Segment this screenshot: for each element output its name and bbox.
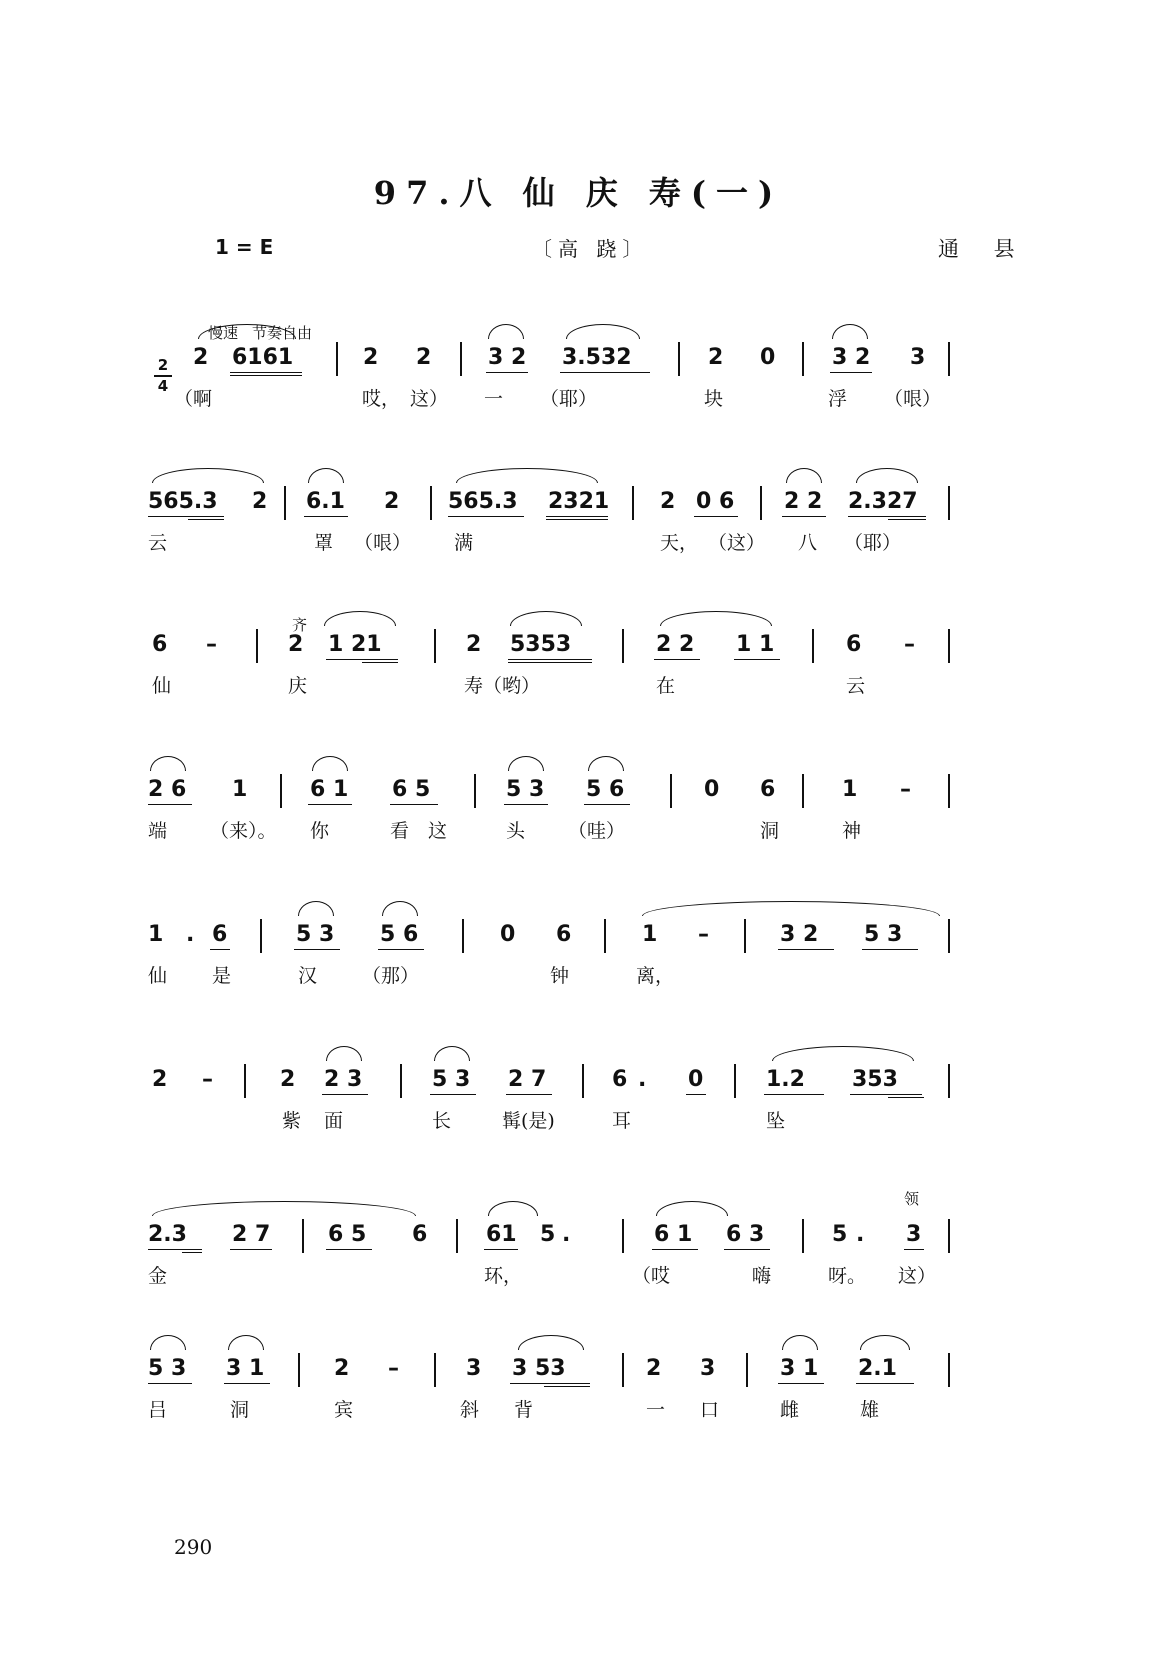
beam	[856, 1383, 914, 1384]
bar-line	[746, 1353, 748, 1387]
slur	[786, 468, 822, 483]
note: 3 2	[832, 345, 871, 370]
lyric: 端	[148, 820, 168, 842]
lyric: 钟	[550, 965, 570, 987]
lyric: 离，	[636, 965, 675, 987]
note: 5 3	[432, 1067, 471, 1092]
note: –	[900, 777, 911, 802]
bar-line	[948, 342, 950, 376]
notation-line	[148, 1349, 1020, 1389]
lyric: （哏）	[354, 532, 412, 554]
bar-line	[460, 342, 462, 376]
bar-line	[430, 486, 432, 520]
time-signature-numerator: 2	[157, 356, 169, 374]
note: .	[562, 1222, 571, 1247]
slur	[152, 468, 264, 483]
bar-line	[280, 774, 282, 808]
lyric: 仙	[148, 965, 168, 987]
lyric: （耶）	[540, 388, 598, 410]
bar-line	[622, 1219, 624, 1253]
bar-line	[948, 1064, 950, 1098]
lyric: 一	[646, 1399, 666, 1421]
beam	[830, 372, 872, 373]
slur	[518, 1335, 584, 1350]
slur	[782, 1335, 818, 1350]
lyric: 呀。	[828, 1265, 867, 1287]
notation-line	[148, 616, 1020, 665]
slur	[660, 611, 772, 626]
note: 2	[280, 1067, 296, 1092]
note: 5 6	[380, 922, 419, 947]
lyric: 在	[656, 675, 676, 697]
lyric: 看	[390, 820, 410, 842]
beam	[448, 516, 524, 517]
lyrics-line	[148, 816, 1020, 850]
note: 6	[152, 632, 168, 657]
performance-mark: 领	[904, 1190, 920, 1208]
lyric: 头	[506, 820, 526, 842]
score-system-5	[148, 915, 1020, 995]
beam	[508, 659, 592, 660]
lyric: 坠	[766, 1110, 786, 1132]
lyric: 一	[484, 388, 504, 410]
note: 6	[846, 632, 862, 657]
score-system-3	[148, 616, 1020, 705]
note: .	[186, 922, 195, 947]
slur	[228, 1335, 264, 1350]
lyric: 口	[700, 1399, 720, 1421]
score-system-8	[148, 1349, 1020, 1429]
beam	[148, 1383, 192, 1384]
lyric: 满	[454, 532, 474, 554]
beam	[848, 516, 926, 517]
note: 2321	[548, 489, 610, 514]
bar-line	[302, 1219, 304, 1253]
beam	[378, 949, 424, 950]
bar-line	[622, 1353, 624, 1387]
note: .	[856, 1222, 865, 1247]
note: 0 6	[696, 489, 735, 514]
bar-line	[284, 486, 286, 520]
beam	[904, 1249, 924, 1250]
slur	[382, 901, 418, 916]
note: 5	[540, 1222, 556, 1247]
note: 2 7	[508, 1067, 547, 1092]
bar-line	[462, 919, 464, 953]
beam	[230, 1249, 272, 1250]
lyric: 金	[148, 1265, 168, 1287]
lyrics-line	[148, 528, 1020, 562]
lyric: （哇）	[568, 820, 626, 842]
beam	[778, 949, 834, 950]
slur	[312, 756, 348, 771]
slur	[832, 324, 868, 339]
beam	[888, 1097, 924, 1098]
slur	[860, 1335, 910, 1350]
bar-line	[604, 919, 606, 953]
note: 6161	[232, 345, 294, 370]
bar-line	[760, 486, 762, 520]
note: 6 3	[726, 1222, 765, 1247]
lyric: （哏）	[884, 388, 942, 410]
bar-line	[734, 1064, 736, 1098]
bar-line	[948, 1353, 950, 1387]
bar-line	[474, 774, 476, 808]
note: –	[202, 1067, 213, 1092]
bar-line	[812, 629, 814, 663]
beam	[484, 1249, 518, 1250]
lyrics-line	[148, 1106, 1020, 1140]
bar-line	[298, 1353, 300, 1387]
note: 2	[660, 489, 676, 514]
bar-line	[434, 629, 436, 663]
beam	[148, 1249, 202, 1250]
beam	[294, 949, 340, 950]
note: 2	[708, 345, 724, 370]
note: 1 1	[736, 632, 775, 657]
note: 2	[646, 1356, 662, 1381]
lyric: 髯(是)	[502, 1110, 555, 1132]
lyric: 耳	[612, 1110, 632, 1132]
beam	[686, 1094, 706, 1095]
slur	[152, 1201, 416, 1216]
note: 2	[334, 1356, 350, 1381]
slur	[150, 756, 186, 771]
tempo-rhythm: 节奏自由	[252, 324, 313, 342]
beam	[888, 519, 926, 520]
lyric: 这）	[898, 1265, 937, 1287]
bar-line	[256, 629, 258, 663]
beam	[326, 1249, 372, 1250]
lyrics-line	[148, 1395, 1020, 1429]
note: 2 2	[784, 489, 823, 514]
note: 1	[148, 922, 164, 947]
bar-line	[948, 486, 950, 520]
beam	[210, 949, 230, 950]
bar-line	[336, 342, 338, 376]
beam	[862, 949, 918, 950]
beam	[506, 1094, 552, 1095]
lyric: （来）。	[210, 820, 277, 842]
notation-line	[148, 1060, 1020, 1100]
note: 2	[466, 632, 482, 657]
note: 1	[232, 777, 248, 802]
slur	[434, 1046, 470, 1061]
lyric: 背	[514, 1399, 534, 1421]
lyric: 环，	[484, 1265, 523, 1287]
beam	[390, 804, 438, 805]
bar-line	[948, 774, 950, 808]
note: 6	[212, 922, 228, 947]
note: 2	[416, 345, 432, 370]
note: 1	[842, 777, 858, 802]
beam	[694, 516, 738, 517]
lyric: 长	[432, 1110, 452, 1132]
beam	[188, 519, 224, 520]
lyric: 八	[798, 532, 818, 554]
lyric: 嗨	[752, 1265, 772, 1287]
note: 2	[384, 489, 400, 514]
beam	[308, 804, 352, 805]
bar-line	[434, 1353, 436, 1387]
lyric: 云	[846, 675, 866, 697]
lyrics-line	[148, 1261, 1020, 1295]
note: –	[388, 1356, 399, 1381]
slur	[772, 1046, 914, 1061]
beam	[430, 1094, 476, 1095]
bar-line	[948, 919, 950, 953]
note: 6	[412, 1222, 428, 1247]
beam	[782, 516, 826, 517]
note: 3	[906, 1222, 922, 1247]
beam	[734, 659, 780, 660]
beam	[362, 662, 398, 663]
beam	[850, 1094, 922, 1095]
note: 2	[363, 345, 379, 370]
note: 5	[832, 1222, 848, 1247]
note: 2	[288, 632, 304, 657]
slur	[656, 1201, 728, 1216]
lyric: 罩	[314, 532, 334, 554]
lyric: 这	[428, 820, 448, 842]
note: 5353	[510, 632, 572, 657]
note: 2.327	[848, 489, 918, 514]
beam	[546, 516, 608, 517]
note: 2.3	[148, 1222, 187, 1247]
lyric: 天，	[660, 532, 699, 554]
lyric: （那）	[362, 965, 420, 987]
genre-label: 〔高 跷〕	[532, 237, 649, 261]
tempo-speed: 慢速	[208, 324, 239, 342]
beam	[304, 516, 348, 517]
lyric: 浮	[828, 388, 848, 410]
bar-line	[244, 1064, 246, 1098]
beam	[584, 804, 630, 805]
beam	[182, 1252, 202, 1253]
performance-mark: 齐	[292, 616, 308, 634]
bar-line	[582, 1064, 584, 1098]
note: 565.3	[448, 489, 518, 514]
note: 2	[252, 489, 268, 514]
lyric: （耶）	[844, 532, 902, 554]
slur	[308, 468, 344, 483]
slur	[298, 901, 334, 916]
note: 2.1	[858, 1356, 897, 1381]
lyric: 宾	[334, 1399, 354, 1421]
lyrics-line	[148, 961, 1020, 995]
lyrics-line	[148, 384, 1020, 418]
lyric: 是	[212, 965, 232, 987]
note: 0	[704, 777, 720, 802]
note: 3 2	[488, 345, 527, 370]
lyric: 斜	[460, 1399, 480, 1421]
beam	[504, 804, 548, 805]
beam	[230, 372, 302, 373]
lyric: 紫	[282, 1110, 302, 1132]
bar-line	[802, 1219, 804, 1253]
note: 5 6	[586, 777, 625, 802]
beam	[322, 1094, 368, 1095]
beam	[778, 1383, 824, 1384]
note: 2 2	[656, 632, 695, 657]
note: 1.2	[766, 1067, 805, 1092]
lyric: 洞	[230, 1399, 250, 1421]
beam	[148, 804, 192, 805]
note: 565.3	[148, 489, 218, 514]
bar-line	[678, 342, 680, 376]
beam	[230, 375, 302, 376]
note: 3 1	[226, 1356, 265, 1381]
note: 6	[760, 777, 776, 802]
slur	[856, 468, 918, 483]
lyric: 汉	[298, 965, 318, 987]
note: 3	[700, 1356, 716, 1381]
lyric: （哎	[632, 1265, 671, 1287]
beam	[546, 519, 608, 520]
lyric: 哎，	[362, 388, 401, 410]
slur	[150, 1335, 186, 1350]
bar-line	[948, 629, 950, 663]
slur	[326, 1046, 362, 1061]
beam	[654, 659, 700, 660]
lyric: 雄	[860, 1399, 880, 1421]
beam	[560, 372, 650, 373]
bar-line	[260, 919, 262, 953]
notation-line	[148, 915, 1020, 955]
note: 0	[500, 922, 516, 947]
notation-line	[148, 338, 1020, 378]
beam	[652, 1249, 698, 1250]
notation-line	[148, 482, 1020, 522]
note: 0	[688, 1067, 704, 1092]
beam	[486, 372, 528, 373]
note: 3 53	[512, 1356, 566, 1381]
bar-line	[400, 1064, 402, 1098]
key-signature: 1 = E	[215, 235, 274, 259]
region-label: 通 县	[938, 237, 1029, 261]
note: 6 1	[310, 777, 349, 802]
slur	[324, 611, 396, 626]
slur	[642, 901, 940, 916]
beam	[510, 1383, 590, 1384]
note: 6	[612, 1067, 628, 1092]
lyric: （这）	[708, 532, 766, 554]
bar-line	[744, 919, 746, 953]
bar-line	[802, 342, 804, 376]
note: 0	[760, 345, 776, 370]
slur	[488, 1201, 538, 1216]
lyric: 仙	[152, 675, 172, 697]
lyric: 洞	[760, 820, 780, 842]
slur	[510, 611, 582, 626]
slur	[508, 756, 544, 771]
note: 2 3	[324, 1067, 363, 1092]
lyric: 这）	[410, 388, 449, 410]
note: 6 1	[654, 1222, 693, 1247]
bar-line	[632, 486, 634, 520]
bar-line	[670, 774, 672, 808]
slur	[588, 756, 624, 771]
note: .	[638, 1067, 647, 1092]
note: 5 3	[296, 922, 335, 947]
lyric: 云	[148, 532, 168, 554]
beam	[724, 1249, 770, 1250]
note: 1	[642, 922, 658, 947]
note: 3	[466, 1356, 482, 1381]
note: –	[904, 632, 915, 657]
note: 5 3	[506, 777, 545, 802]
note: 2 6	[148, 777, 187, 802]
note: –	[206, 632, 217, 657]
notation-line	[148, 770, 1020, 810]
lyric: 寿（哟）	[464, 675, 541, 697]
beam	[544, 1386, 590, 1387]
bar-line	[802, 774, 804, 808]
beam	[508, 662, 592, 663]
note: 3 1	[780, 1356, 819, 1381]
note: 2	[152, 1067, 168, 1092]
lyric: 神	[842, 820, 862, 842]
score-system-6	[148, 1060, 1020, 1140]
note: 2 7	[232, 1222, 271, 1247]
bar-line	[948, 1219, 950, 1253]
lyric: 面	[324, 1110, 344, 1132]
score-system-7	[148, 1190, 1020, 1295]
slur	[456, 468, 598, 483]
lyric: 块	[704, 388, 724, 410]
note: 6.1	[306, 489, 345, 514]
lyric: 雌	[780, 1399, 800, 1421]
lyric: 庆	[288, 675, 308, 697]
beam	[224, 1383, 270, 1384]
page-number: 290	[174, 1535, 213, 1559]
bar-line	[622, 629, 624, 663]
note: 1 21	[328, 632, 382, 657]
note: –	[698, 922, 709, 947]
slur	[566, 324, 640, 339]
note: 6 5	[328, 1222, 367, 1247]
note: 353	[852, 1067, 898, 1092]
note: 5 3	[864, 922, 903, 947]
bar-line	[456, 1219, 458, 1253]
note: 3.532	[562, 345, 632, 370]
lyric: 吕	[148, 1399, 168, 1421]
note: 2	[193, 345, 209, 370]
lyric: （啊	[174, 388, 213, 410]
note: 6	[556, 922, 572, 947]
slur	[488, 324, 524, 339]
beam	[764, 1094, 824, 1095]
lyric: 你	[310, 820, 330, 842]
notation-line	[148, 1190, 1020, 1255]
score-system-1	[148, 338, 1020, 418]
score-system-4	[148, 770, 1020, 850]
score-system-2	[148, 482, 1020, 562]
note: 3	[910, 345, 926, 370]
song-title: 97.八 仙 庆 寿(一)	[373, 174, 784, 212]
note: 5 3	[148, 1356, 187, 1381]
beam	[326, 659, 398, 660]
note: 3 2	[780, 922, 819, 947]
beam	[148, 516, 224, 517]
lyrics-line	[148, 671, 1020, 705]
note: 61	[486, 1222, 517, 1247]
note: 6 5	[392, 777, 431, 802]
time-signature-denominator: 4	[157, 377, 169, 395]
